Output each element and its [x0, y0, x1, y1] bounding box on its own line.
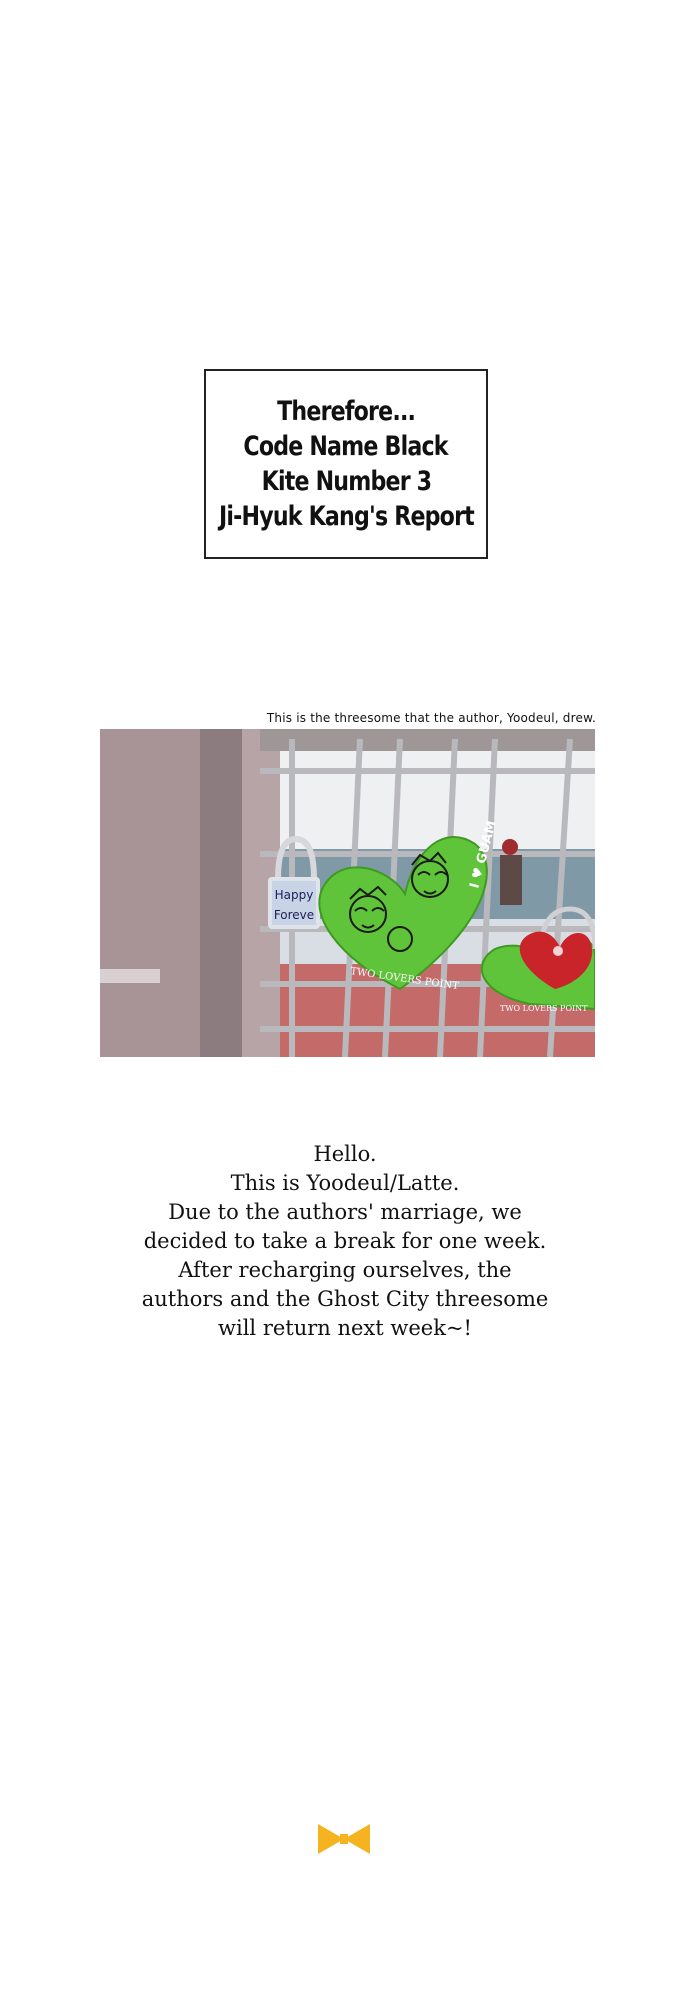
chapter-title-box — [204, 369, 488, 559]
title-line-2: Code Name Black — [243, 431, 449, 462]
message-line-3: Due to the authors' marriage, we — [168, 1200, 522, 1224]
photo-caption: This is the threesome that the author, Yoodeul, drew. — [266, 711, 596, 725]
message-line-5: After recharging ourselves, the — [178, 1258, 512, 1282]
message-line-4: decided to take a break for one week. — [143, 1229, 547, 1253]
tag-text-point: TWO LOVERS POINT — [349, 966, 460, 993]
tag2-text-point: TWO LOVERS POINT — [500, 1004, 588, 1013]
lock-text-happy: Happy — [274, 888, 314, 902]
love-locks-illustration — [100, 729, 595, 1057]
love-locks-photo — [100, 729, 595, 1057]
tag-text-guam: I ♥ GUAM — [467, 819, 500, 891]
title-line-3: Kite Number 3 — [261, 466, 431, 497]
message-line-1: Hello. — [313, 1142, 377, 1166]
message-line-2: This is Yoodeul/Latte. — [230, 1171, 460, 1195]
title-line-1: Therefore... — [277, 396, 415, 427]
title-line-4: Ji-Hyuk Kang's Report — [218, 501, 474, 532]
message-line-7: will return next week~! — [218, 1316, 472, 1340]
bowtie-icon — [318, 1824, 370, 1854]
author-message — [95, 1140, 595, 1343]
lock-text-forever: Foreve — [273, 908, 315, 922]
message-line-6: authors and the Ghost City threesome — [141, 1287, 549, 1311]
